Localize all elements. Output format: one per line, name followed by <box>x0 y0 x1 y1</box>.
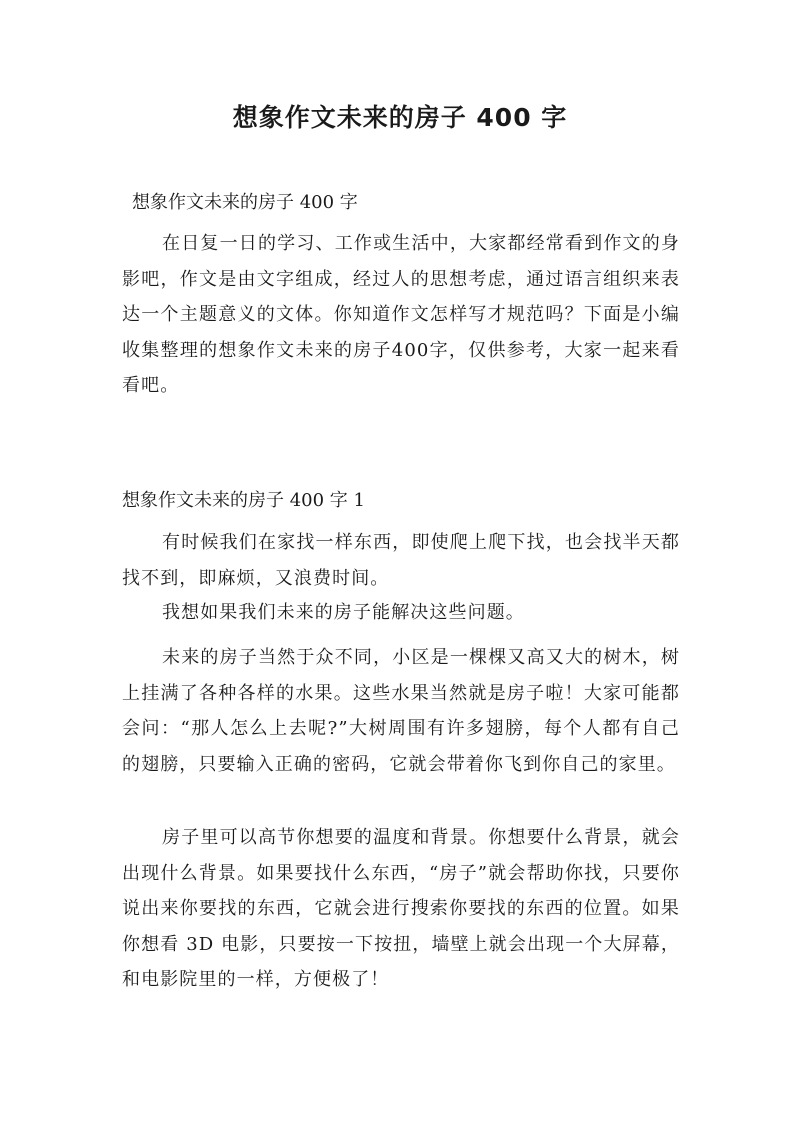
body-paragraph: 有时候我们在家找一样东西，即使爬上爬下找，也会找半天都找不到，即麻烦，又浪费时间。 <box>122 532 680 589</box>
body-paragraph: 房子里可以高节你想要的温度和背景。你想要什么背景，就会出现什么背景。如果要找什么东西，“房子”就会帮助你找，只要你说出来你要找的东西，它就会进行搜索你要找的东西的位置。如果你想看 3D 电影，只要按一下按扭，墙壁上就会出现一个大屏幕，和电影院里的一样，方便极了！ <box>122 827 680 990</box>
body-paragraph: 我想如果我们未来的房子能解决这些问题。 <box>162 602 525 623</box>
body-paragraph: 未来的房子当然于众不同，小区是一棵棵又高又大的树木，树上挂满了各种各样的水果。这些水果当然就是房子啦！大家可能都会问：“那人怎么上去呢?”大树周围有许多翅膀，每个人都有自己的翅膀，只要输入正确的密码，它就会带着你飞到你自己的家里。 <box>122 647 680 775</box>
section-heading: 想象作文未来的房子 400 字 1 <box>122 490 365 511</box>
document-subtitle: 想象作文未来的房子 400 字 <box>132 192 358 213</box>
page-title: 想象作文未来的房子 400 字 <box>232 103 568 132</box>
intro-paragraph: 在日复一日的学习、工作或生活中，大家都经常看到作文的身影吧，作文是由文字组成，经过人的思想考虑，通过语言组织来表达一个主题意义的文体。你知道作文怎样写才规范吗？下面是小编收集整理的想象作文未来的房子400字，仅供参考，大家一起来看看吧。 <box>122 233 680 396</box>
